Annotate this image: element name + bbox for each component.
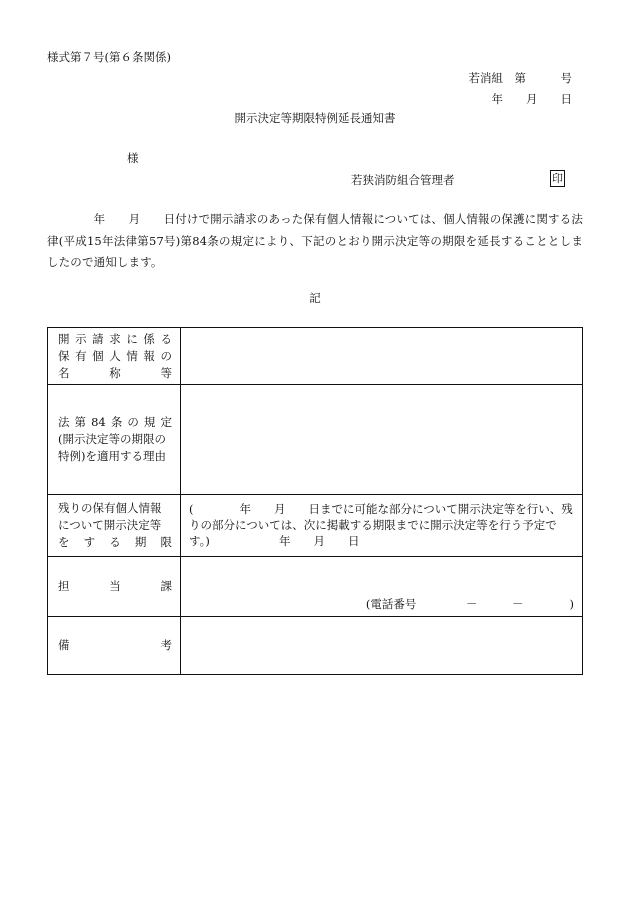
label-line: (開示決定等の期限の — [58, 432, 166, 446]
phone-number: (電話番号 － － ) — [365, 597, 574, 611]
ki-heading: 記 — [309, 291, 321, 305]
label-line: 備 考 — [58, 638, 172, 652]
table-row — [48, 617, 583, 675]
table-row — [48, 385, 583, 495]
form-number: 様式第７号(第６条関係) — [47, 50, 171, 64]
value-department[interactable] — [181, 557, 583, 617]
row-label-remarks — [48, 617, 181, 675]
table-row — [48, 557, 583, 617]
deadline-text: ( 年 月 日までに可能な部分について開示決定等を行い、残りの部分については、次に掲載する期限までに開示決定等を行う予定です。) — [189, 502, 573, 548]
sender-name: 若狭消防組合管理者 — [351, 173, 455, 187]
table-row — [48, 328, 583, 385]
document-title: 開示決定等期限特例延長通知書 — [234, 111, 396, 125]
notice-table — [47, 327, 583, 675]
label-line: 名 称 等 — [58, 365, 172, 380]
deadline-date: 年 月 日 — [279, 534, 360, 548]
row-label-info-name — [48, 328, 181, 385]
value-reason[interactable] — [181, 385, 583, 495]
notice-body: 年 月 日付けで開示請求のあった保有個人情報については、個人情報の保護に関する法律(平成15年法律第57号)第84条の規定により、下記のとおり開示決定等の期限を延長することとしましたので通知します。 — [47, 212, 583, 269]
row-label-reason — [48, 385, 181, 495]
table-row — [48, 495, 583, 557]
label-line: 保有個人情報の — [58, 348, 172, 363]
label-line: 残りの保有個人情報 — [58, 501, 162, 515]
document-date: 年 月 日 — [491, 92, 572, 106]
value-remarks[interactable] — [181, 617, 583, 675]
label-line: 法第84条の規定 — [58, 415, 172, 429]
label-line: 担 当 課 — [58, 579, 172, 593]
document-number: 若消組 第 号 — [468, 71, 572, 85]
value-deadline[interactable] — [181, 495, 583, 557]
label-line: 特例)を適用する理由 — [58, 449, 166, 463]
row-label-deadline — [48, 495, 181, 557]
row-label-department — [48, 557, 181, 617]
label-line: を す る 期 限 — [58, 535, 172, 549]
seal-mark: 印 — [552, 172, 563, 185]
label-line: について開示決定等 — [58, 518, 162, 532]
value-info-name[interactable] — [181, 328, 583, 385]
label-line: 開示請求に係る — [58, 331, 172, 346]
addressee: 様 — [127, 151, 139, 165]
